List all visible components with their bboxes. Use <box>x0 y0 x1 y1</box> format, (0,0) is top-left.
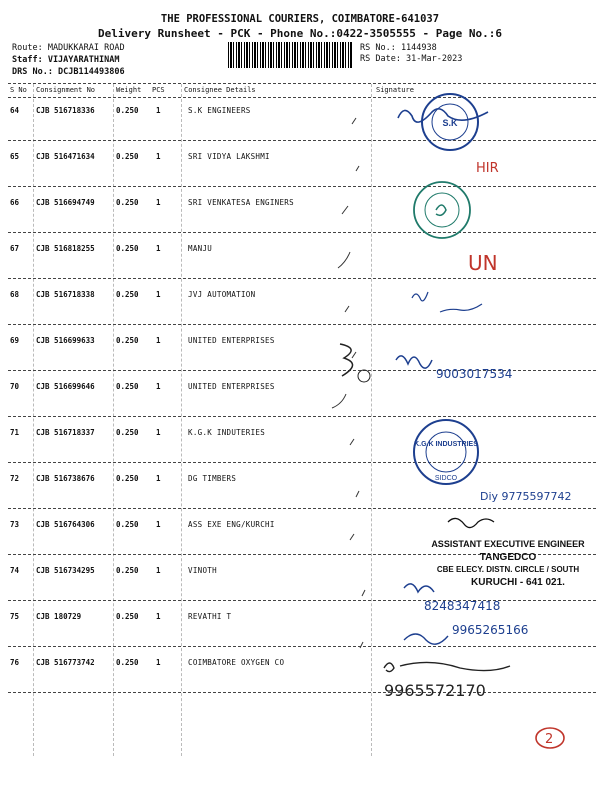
row-consignment-no: CJB 516764306 <box>36 520 95 529</box>
signature-scribble <box>384 662 510 671</box>
page-circle-mark <box>536 728 564 748</box>
row-pcs: 1 <box>156 428 161 437</box>
row-divider <box>8 140 596 141</box>
row-divider <box>8 462 596 463</box>
row-weight: 0.250 <box>116 244 139 253</box>
un-handwriting: UN <box>468 251 498 275</box>
signature-scribble <box>412 292 482 312</box>
svg-text:S.K: S.K <box>442 118 458 128</box>
row-pcs: 1 <box>156 612 161 621</box>
row-weight: 0.250 <box>116 612 139 621</box>
col-divider <box>371 84 372 756</box>
row-pcs: 1 <box>156 106 161 115</box>
row-divider <box>8 416 596 417</box>
row-sno: 76 <box>10 658 20 667</box>
phone-handwriting: 9003017534 <box>436 367 513 381</box>
tick-mark <box>356 166 359 171</box>
signature-scribble <box>398 109 488 122</box>
phone-handwriting: 9965265166 <box>452 623 529 637</box>
row-consignment-no: CJB 516818255 <box>36 244 95 253</box>
col-sno-header: S No <box>10 86 27 94</box>
company-title: THE PROFESSIONAL COURIERS, COIMBATORE-641037 <box>160 13 440 25</box>
row-divider <box>8 554 596 555</box>
row-consignee: ASS EXE ENG/KURCHI <box>188 520 275 529</box>
phone-handwriting: Diy 9775597742 <box>480 490 572 503</box>
circle-mark <box>358 370 370 382</box>
tick-mark <box>350 534 354 540</box>
tick-mark <box>350 439 354 445</box>
row-consignment-no: CJB 516694749 <box>36 198 95 207</box>
col-signature-header: Signature <box>376 86 414 94</box>
row-pcs: 1 <box>156 520 161 529</box>
row-pcs: 1 <box>156 152 161 161</box>
phone-handwriting: 8248347418 <box>424 599 501 613</box>
phone-handwriting: 9965572170 <box>384 681 486 700</box>
col-pcs-header: PCS <box>152 86 165 94</box>
row-weight: 0.250 <box>116 152 139 161</box>
row-sno: 69 <box>10 336 20 345</box>
row-pcs: 1 <box>156 474 161 483</box>
row-weight: 0.250 <box>116 566 139 575</box>
row-weight: 0.250 <box>116 290 139 299</box>
row-divider <box>8 646 596 647</box>
row-sno: 73 <box>10 520 20 529</box>
row-consignment-no: CJB 516738676 <box>36 474 95 483</box>
row-consignment-no: CJB 516699646 <box>36 382 95 391</box>
runsheet-subtitle: Delivery Runsheet - PCK - Phone No.:0422-3505555 - Page No.:6 <box>98 27 502 40</box>
row-pcs: 1 <box>156 290 161 299</box>
barcode-image <box>228 42 353 68</box>
row-sno: 70 <box>10 382 20 391</box>
kgk-stamp-text: K.G.K INDUSTRIES <box>414 441 478 448</box>
row-weight: 0.250 <box>116 382 139 391</box>
row-pcs: 1 <box>156 198 161 207</box>
row-pcs: 1 <box>156 658 161 667</box>
sk-engineers-stamp <box>422 94 478 150</box>
row-divider <box>8 232 596 233</box>
route-label: Route: MADUKKARAI ROAD <box>12 43 125 53</box>
row-weight: 0.250 <box>116 474 139 483</box>
row-sno: 75 <box>10 612 20 621</box>
row-divider <box>8 692 596 693</box>
row-pcs: 1 <box>156 336 161 345</box>
signature-scribble <box>396 356 432 368</box>
row-weight: 0.250 <box>116 106 139 115</box>
row-divider <box>8 370 596 371</box>
tick-mark <box>360 642 363 648</box>
row-consignment-no: CJB 516718337 <box>36 428 95 437</box>
row-sno: 64 <box>10 106 20 115</box>
row-consignee: UNITED ENTERPRISES <box>188 382 275 391</box>
page-circle-number: 2 <box>545 732 554 747</box>
tangedco-line2: TANGEDCO <box>479 552 537 563</box>
row-divider <box>8 278 596 279</box>
row-consignment-no: CJB 516471634 <box>36 152 95 161</box>
row-sno: 71 <box>10 428 20 437</box>
row-consignment-no: CJB 516773742 <box>36 658 95 667</box>
row-divider <box>8 186 596 187</box>
row-pcs: 1 <box>156 244 161 253</box>
row-weight: 0.250 <box>116 428 139 437</box>
row-consignment-no: CJB 180729 <box>36 612 82 621</box>
rs-date: RS Date: 31-Mar-2023 <box>360 54 463 64</box>
col-consignment-header: Consignment No <box>36 86 96 94</box>
venkatesa-stamp <box>414 182 470 238</box>
row-divider <box>8 324 596 325</box>
row-consignee: MANJU <box>188 244 213 253</box>
header-divider-top <box>8 83 596 84</box>
row-consignee: REVATHI T <box>188 612 232 621</box>
row-sno: 67 <box>10 244 20 253</box>
row-sno: 68 <box>10 290 20 299</box>
row-divider <box>8 600 596 601</box>
tick-mark <box>352 118 356 124</box>
staff-label: Staff: VIJAYARATHINAM <box>12 55 120 65</box>
signature-scribble <box>404 584 434 592</box>
tick-mark <box>342 206 348 214</box>
tick-mark <box>352 352 356 358</box>
row-consignee: SRI VIDYA LAKSHMI <box>188 152 270 161</box>
row-weight: 0.250 <box>116 198 139 207</box>
kgk-industries-stamp <box>414 420 478 484</box>
hir-handwriting: HIR <box>476 161 499 176</box>
drs-label: DRS No.: DCJB114493806 <box>12 67 125 77</box>
row-sno: 72 <box>10 474 20 483</box>
row-pcs: 1 <box>156 382 161 391</box>
col-details-header: Consignee Details <box>184 86 256 94</box>
col-divider <box>33 84 34 756</box>
row-weight: 0.250 <box>116 336 139 345</box>
row-sno: 65 <box>10 152 20 161</box>
row-consignee: DG TIMBERS <box>188 474 237 483</box>
kgk-stamp-bottom: SIDCO <box>434 475 458 482</box>
tick-mark <box>345 306 349 312</box>
row-consignee: VINOTH <box>188 566 217 575</box>
row-consignment-no: CJB 516718336 <box>36 106 95 115</box>
rs-number: RS No.: 1144938 <box>360 43 437 53</box>
col-divider <box>113 84 114 756</box>
tangedco-line3: CBE ELECY. DISTN. CIRCLE / SOUTH <box>436 565 580 574</box>
tangedco-line1: ASSISTANT EXECUTIVE ENGINEER <box>431 539 585 549</box>
signature-scribble <box>404 634 448 644</box>
brace-mark <box>340 344 353 376</box>
row-pcs: 1 <box>156 566 161 575</box>
row-divider <box>8 508 596 509</box>
row-consignee: UNITED ENTERPRISES <box>188 336 275 345</box>
row-consignee: SRI VENKATESA ENGINERS <box>188 198 294 207</box>
row-consignment-no: CJB 516734295 <box>36 566 95 575</box>
row-sno: 66 <box>10 198 20 207</box>
tick-mark <box>338 252 350 268</box>
row-consignment-no: CJB 516699633 <box>36 336 95 345</box>
tick-mark <box>362 590 365 596</box>
row-consignee: COIMBATORE OXYGEN CO <box>188 658 285 667</box>
tick-mark <box>332 394 346 408</box>
tangedco-line4: KURUCHI - 641 021. <box>471 577 565 588</box>
col-divider <box>181 84 182 756</box>
row-weight: 0.250 <box>116 658 139 667</box>
row-consignee: JVJ AUTOMATION <box>188 290 256 299</box>
col-weight-header: Weight <box>116 86 142 94</box>
row-consignment-no: CJB 516718338 <box>36 290 95 299</box>
row-weight: 0.250 <box>116 520 139 529</box>
row-sno: 74 <box>10 566 20 575</box>
row-consignee: S.K ENGINEERS <box>188 106 251 115</box>
header-divider-bottom <box>8 97 596 98</box>
tick-mark <box>356 491 359 497</box>
row-consignee: K.G.K INDUTERIES <box>188 428 266 437</box>
